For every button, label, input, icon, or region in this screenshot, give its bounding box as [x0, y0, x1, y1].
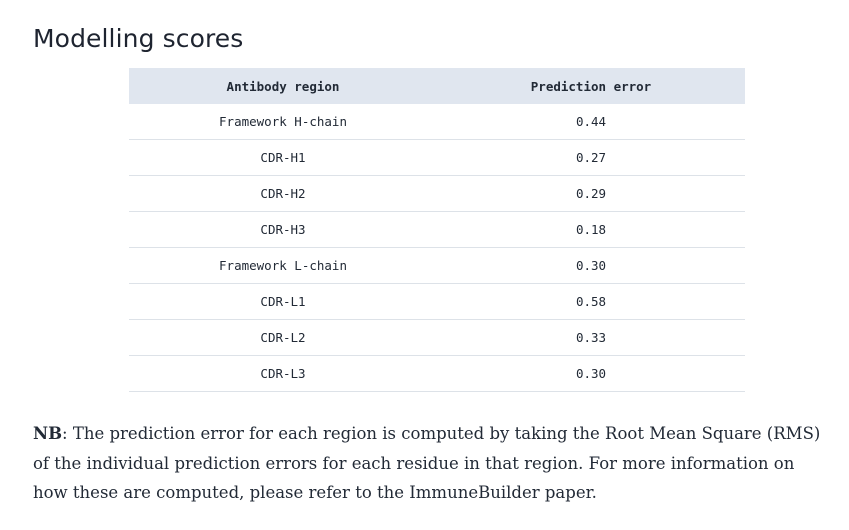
- error-cell: 0.44: [437, 104, 745, 140]
- table-row: [129, 248, 745, 284]
- table-row: [129, 140, 745, 176]
- region-cell: CDR-L3: [129, 356, 437, 392]
- error-cell: 0.58: [437, 284, 745, 320]
- region-cell: CDR-H1: [129, 140, 437, 176]
- modelling-scores-table: [129, 68, 745, 392]
- error-cell: 0.27: [437, 140, 745, 176]
- error-cell: 0.29: [437, 176, 745, 212]
- table-row: [129, 104, 745, 140]
- table-row: [129, 284, 745, 320]
- column-header-antibody-region: Antibody region: [226, 78, 340, 94]
- table-row: [129, 320, 745, 356]
- table-row: [129, 356, 745, 392]
- region-cell: Framework H-chain: [129, 104, 437, 140]
- table-header-row: [129, 68, 745, 104]
- table-row: [129, 212, 745, 248]
- page-title: Modelling scores: [33, 24, 244, 53]
- table-row: [129, 176, 745, 212]
- region-cell: Framework L-chain: [129, 248, 437, 284]
- nb-note: [33, 419, 833, 508]
- nb-note-text: : The prediction error for each region is computed by taking the Root Mean Square (RMS) of the individual prediction errors for each residue in that region. For more information on how these are computed, please refer to the ImmuneBuilder paper.: [33, 424, 821, 502]
- region-cell: CDR-H2: [129, 176, 437, 212]
- column-header-prediction-error: Prediction error: [530, 78, 652, 94]
- error-cell: 0.30: [437, 356, 745, 392]
- region-cell: CDR-L2: [129, 320, 437, 356]
- region-cell: CDR-L1: [129, 284, 437, 320]
- nb-label: NB: [33, 424, 63, 443]
- region-cell: CDR-H3: [129, 212, 437, 248]
- error-cell: 0.33: [437, 320, 745, 356]
- error-cell: 0.18: [437, 212, 745, 248]
- error-cell: 0.30: [437, 248, 745, 284]
